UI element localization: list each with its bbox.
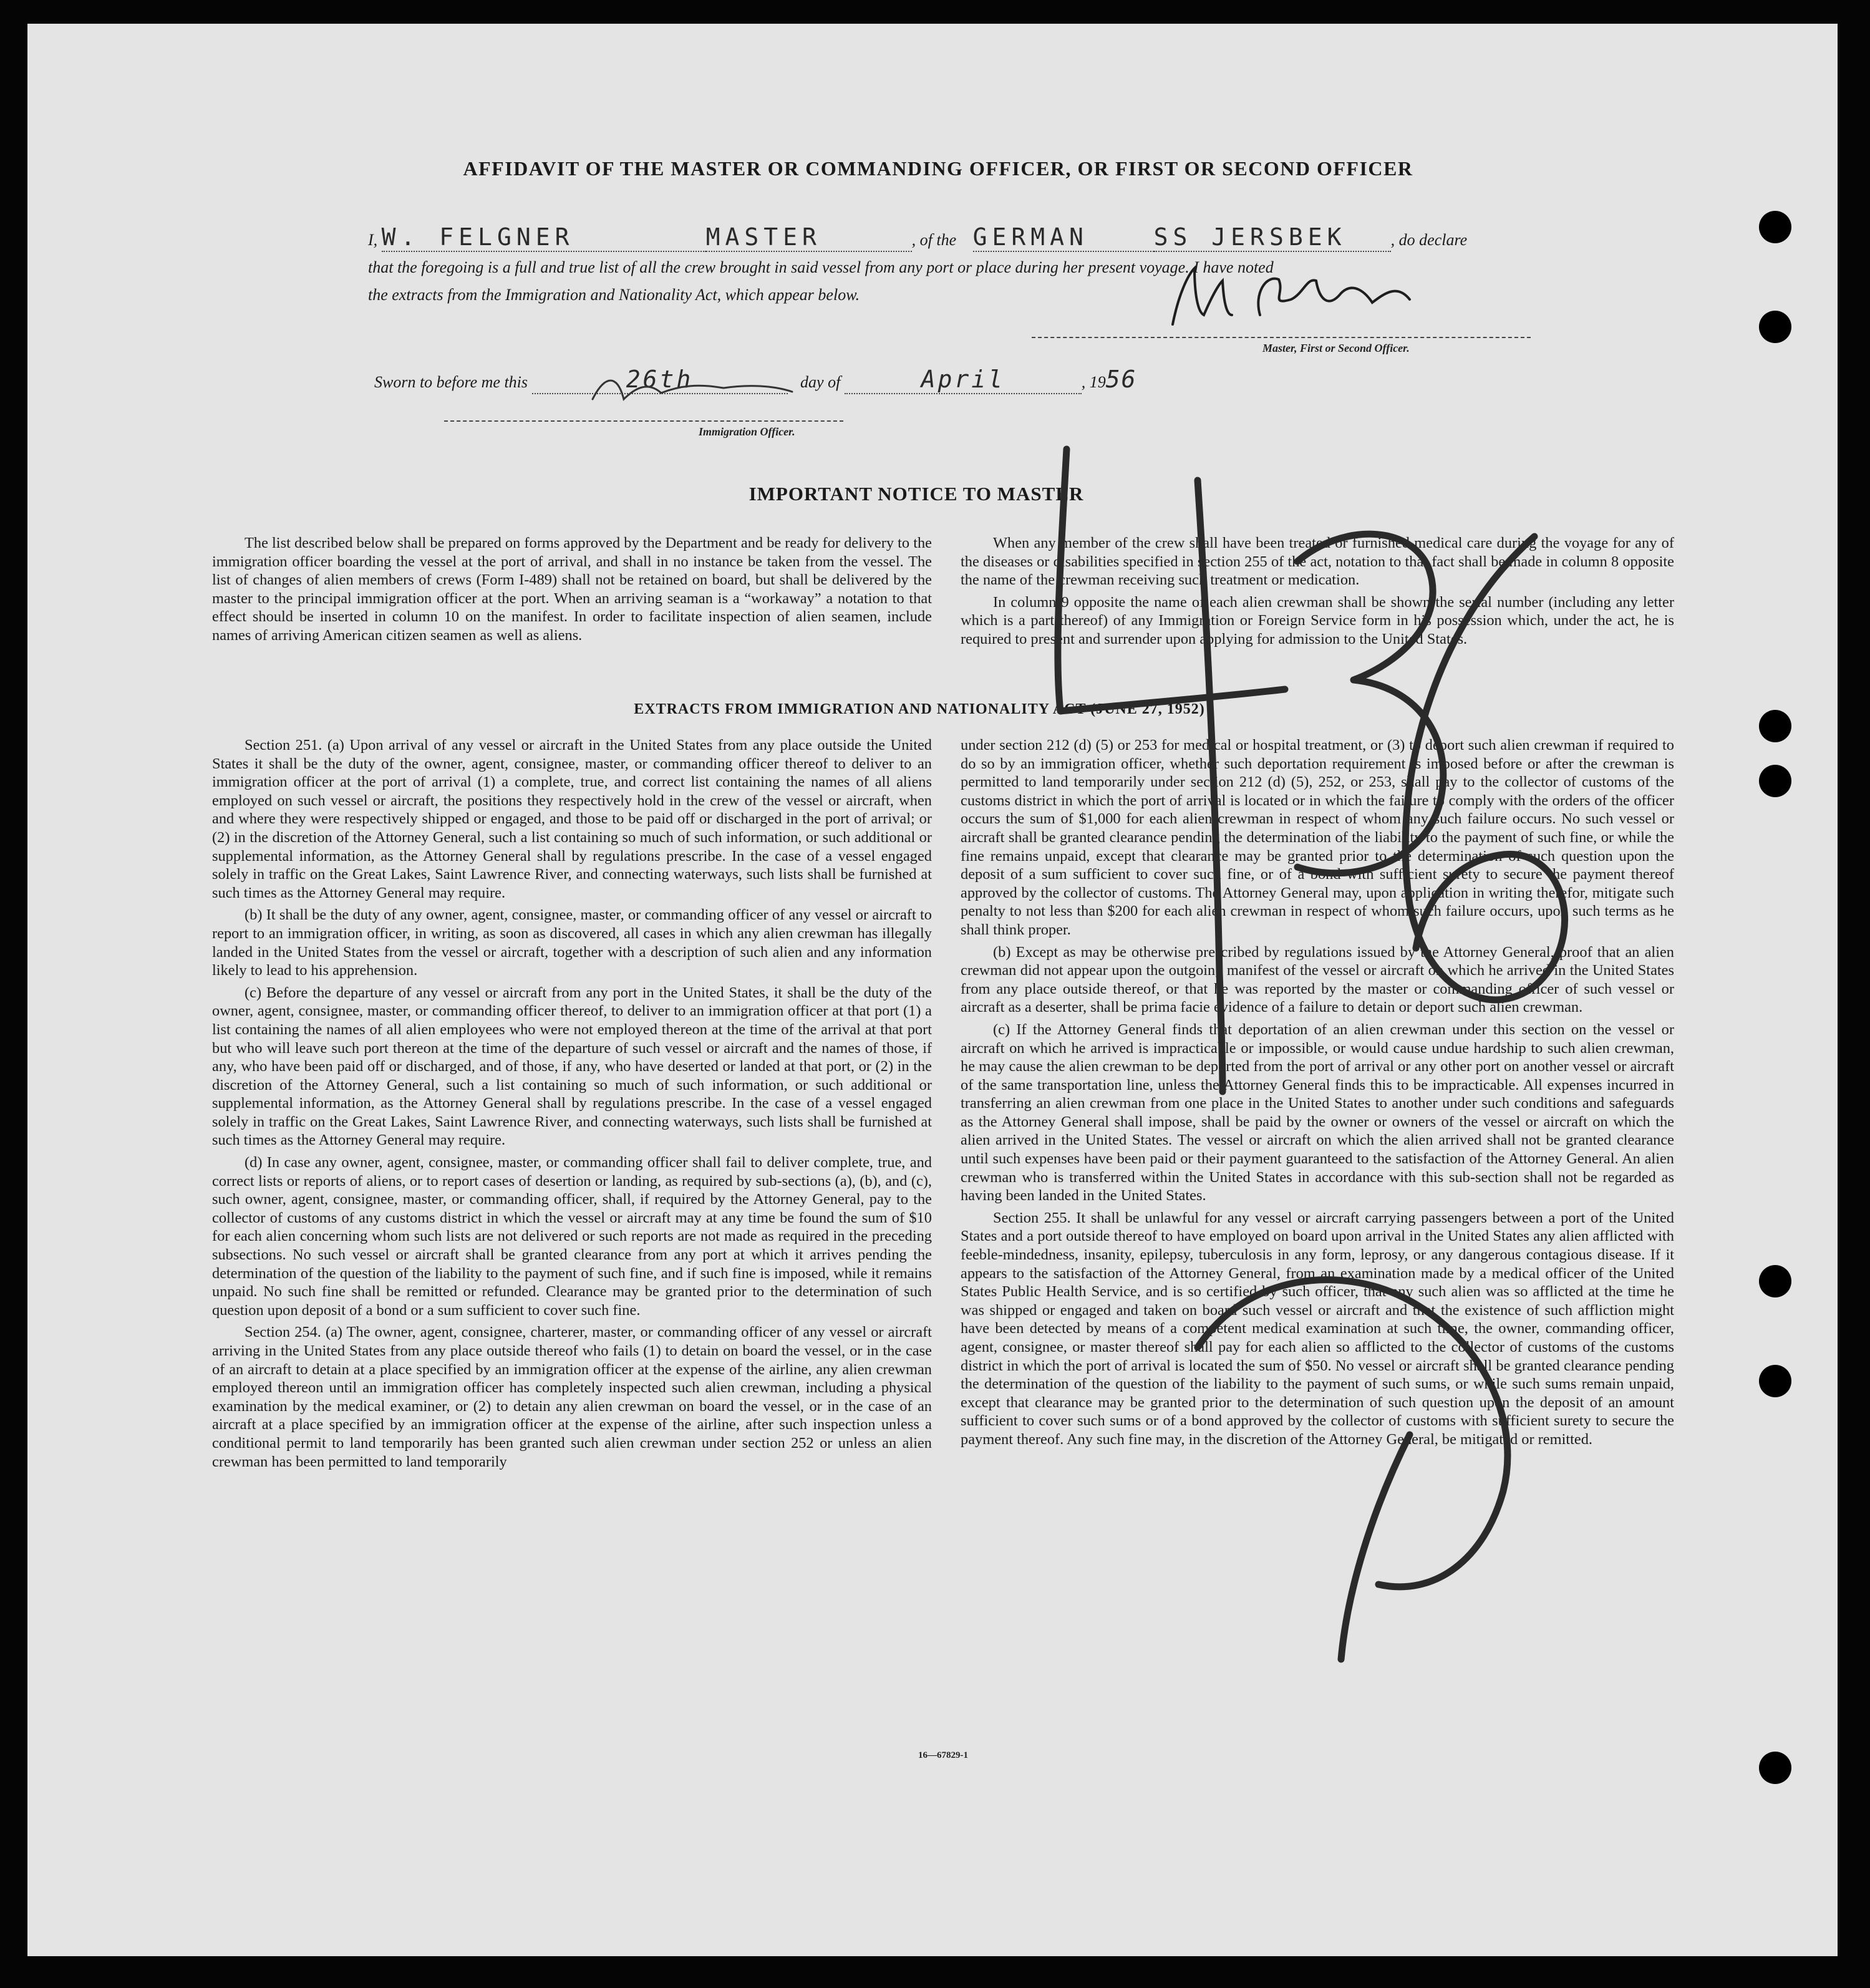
document-page (27, 24, 1838, 1956)
of-the-label: , of the (911, 231, 957, 249)
punch-hole (1759, 1365, 1791, 1397)
day-value: 26th (626, 366, 694, 393)
right-extract-column (961, 736, 1674, 1453)
section-255: Section 255. It shall be unlawful for any vessel or aircraft carrying passengers between a port of the United States and a port outside thereof to have employed on board upon arrival in the United States any alien afflicted with feeble-mindedness, insanity, epilepsy, tuberculosis in any form, leprosy, or any dangerous contagious disease. If it appears to the satisfaction of the Attorney General, from an examination made by a medical officer of the United States Public Health Service, and is so certified by such officer, that any such alien was so afflicted at the time he was shipped or engaged and taken on board such vessel or aircraft and that the existence of such affliction might have been detected by means of a competent medical examination at such time, the owner, commanding officer, agent, consignee, or master thereof shall pay for each alien so afflicted to the collector of customs of the customs district in which the port of arrival is located the sum of $50. No vessel or aircraft shall be granted clearance pending the determination of the question of the liability to the payment of such sums, or while such sums remain unpaid, except that clearance may be granted prior to the determination of such question upon the deposit of an amount sufficient to cover such sums or of a bond approved by the collector of customs with sufficient surety to secure the payment thereof. Any such fine may, in the discretion of the Attorney General, be mitigated or remitted. (961, 1209, 1674, 1448)
extracts-title: EXTRACTS FROM IMMIGRATION AND NATIONALITY ACT (JUNE 27, 1952) (634, 701, 1205, 717)
section-254-c: (c) If the Attorney General finds that deportation of an alien crewman under this section on the vessel or aircraft on which he arrived is impracticable or impossible, or would cause undue hardship to such alien crewman, he may cause the alien crewman to be deported from the port of arrival or any other port on another vessel or aircraft of the same transportation line, unless the Attorney General finds this to be impracticable. All expenses incurred in transferring an alien crewman from one place in the United States to another under such conditions and safeguards as the Attorney General shall impose, shall be paid by the owner or owners of the vessel or aircraft on which the alien arrived in the United States. The vessel or aircraft on which the alien arrived shall not be granted clearance until such expenses have been paid or their payment guaranteed to the satisfaction of the Attorney General. An alien crewman who is transferred within the United States in accordance with this sub-section shall not be regarded as having been landed in the United States. (961, 1021, 1674, 1205)
affidavit-title: AFFIDAVIT OF THE MASTER OR COMMANDING OFFICER, OR FIRST OR SECOND OFFICER (463, 157, 1413, 180)
rank: MASTER (705, 223, 821, 251)
section-251-a: Section 251. (a) Upon arrival of any vessel or aircraft in the United States from any place outside the United States it shall be the duty of the owner, agent, consignee, master, or commanding officer thereof to deliver to an immigration officer at the port of arrival (1) a complete, true, and correct list containing the names of all aliens employed on such vessel or aircraft, the positions they respectively hold in the crew of the vessel or aircraft, when and where they were respectively shipped or engaged, and those to be paid off or discharged in the port of arrival; or (2) in the discretion of the Attorney General, such a list containing so much of such information, or such additional or supplemental information, as the Attorney General shall by regulations prescribe. In the case of a vessel engaged solely in traffic on the Great Lakes, Saint Lawrence River, and connecting waterways, such lists shall be furnished at such times as the Attorney General may require. (212, 737, 932, 901)
signature-label: Master, First or Second Officer. (1262, 342, 1410, 354)
punch-hole (1759, 311, 1791, 343)
sworn-statement (374, 366, 1137, 394)
section-251-b: (b) It shall be the duty of any owner, agent, consignee, master, or commanding officer of any vessel or aircraft to report to an immigration officer, in writing, as soon as discovered, all cases in which any alien crewman has illegally landed in the United States from the vessel or aircraft, together with a description of such alien and any information likely to lead to his apprehension. (212, 906, 932, 979)
vessel-name: SS JERSBEK (1153, 223, 1347, 251)
punch-hole (1759, 211, 1791, 243)
punch-hole (1759, 710, 1791, 742)
declaration (368, 223, 1553, 309)
immigration-officer-line (444, 420, 843, 422)
section-251-d: (d) In case any owner, agent, consignee, master, or commanding officer shall fail to deliver complete, true, and correct lists or reports of aliens, or to report cases of desertion or landing, as required by sub-sections (a), (b), and (c), such owner, agent, consignee, master, or commanding officer, shall, if required by the Attorney General, pay to the collector of customs of any customs district in which the vessel or aircraft may at any time be found the sum of $10 for each alien concerning whom such lists are not delivered or such reports are not made as required in the preceding subsections. No such vessel or aircraft shall be granted clearance from any port at which it arrives pending the determination of the question of the liability to the payment of such fine, and if such fine is imposed, while it remains unpaid. No such fine shall be remitted or refunded. Clearance may be granted prior to the determination of such question upon deposit of a bond or a sum sufficient to cover such fine. (212, 1154, 932, 1319)
year-suffix: 56 (1105, 366, 1137, 393)
notice-left-column (212, 534, 932, 649)
month-field (845, 366, 1082, 394)
notice-right-paragraph-2: In column 9 opposite the name of each alien crewman shall be shown the serial number (including any letter which is a part thereof) of any Immigration or Foreign Service form in his possession which, under the act, he is required to present and surrender upon applying for admission to the United States. (961, 593, 1674, 647)
nationality-field (973, 223, 1154, 252)
immigration-officer-label: Immigration Officer. (699, 425, 795, 438)
declaration-line-3: the extracts from the Immigration and Nationality Act, which appear below. (368, 286, 860, 304)
pronoun: I, (368, 231, 378, 249)
notice-right-column (961, 534, 1674, 652)
day-field (532, 366, 788, 394)
vessel-field (1154, 223, 1391, 252)
nationality: GERMAN (972, 223, 1088, 251)
declaration-line-1 (368, 223, 1553, 254)
left-extract-column (212, 736, 932, 1475)
do-declare-label: , do declare (1390, 231, 1468, 249)
notice-title: IMPORTANT NOTICE TO MASTER (748, 483, 1084, 505)
section-254-b: (b) Except as may be otherwise prescribed by regulations issued by the Attorney General, proof that an alien crewman did not appear upon the outgoing manifest of the vessel or aircraft on which he arrived in the United States from any place outside thereof, or that he was reported by the master or commanding officer of such vessel or aircraft as a deserter, shall be prima facie evidence of a failure to detain or deport such alien crewman. (961, 943, 1674, 1016)
master-name: W. FELGNER (381, 223, 574, 251)
master-name-field (382, 223, 706, 252)
notice-right-paragraph-1: When any member of the crew shall have been treated or furnished medical care during the voyage for any of the diseases or disabilities specified in section 255 of the act, notation to that fact shall be made in column 8 opposite the name of the crewman receiving such treatment or medication. (961, 535, 1674, 589)
notice-left-paragraph: The list described below shall be prepared on forms approved by the Department and be ready for delivery to the immigration officer boarding the vessel at the port of arrival, and shall in no instance be taken from the vessel. The list of changes of alien members of crews (Form I-489) shall not be retained on board, but shall be delivered by the master to the principal immigration officer at the port. When an arriving seaman is a “workaway” a notation to that effect should be inserted in column 10 on the manifest. In order to facilitate inspection of alien seamen, include names of arriving American citizen seamen as well as aliens. (212, 535, 932, 644)
sworn-prefix: Sworn to before me this (374, 373, 528, 391)
section-254-a: Section 254. (a) The owner, agent, consignee, charterer, master, or commanding officer of any vessel or aircraft arriving in the United States from any place outside thereof who fails (1) to detain on board the vessel, or in the case of an aircraft to detain at a place specified by an immigration officer at the expense of the airline, any alien crewman employed thereon until an immigration officer has completely inspected such alien crewman, including a physical examination by the medical examiner, or (2) to detain any alien crewman on board the vessel, or in the case of an aircraft at a place specified by an immigration officer at the expense of the airline, after such inspection unless a conditional permit to land temporarily has been granted such alien crewman under section 252 or unless an alien crewman has been permitted to land temporarily (212, 1324, 932, 1470)
day-of-label: day of (800, 373, 841, 391)
section-254-a-continued: under section 212 (d) (5) or 253 for medical or hospital treatment, or (3) to deport such alien crewman if required to do so by an immigration officer, whether such deportation requirement is imposed before or after the crewman is permitted to land temporarily under section 212 (d) (5), 252, or 253, shall pay to the collector of customs of the customs district in which the port of arrival is located or in which the failure to comply with the orders of the officer occurs the sum of $1,000 for each alien crewman in respect of whom any such failure occurs. No such vessel or aircraft shall be granted clearance pending the determination of the liability to the payment of such fine, or while the fine remains unpaid, except that clearance may be granted prior to the determination of such question upon the deposit of a sum sufficient to cover such fine, or of a bond with sufficient surety to secure the payment thereof approved by the collector of customs. The Attorney General may, upon application in writing therefor, mitigate such penalty to not less than $200 for each alien crewman in respect of whom such failure occurs, upon such terms as he shall think proper. (961, 737, 1674, 938)
signature-line (1032, 337, 1531, 338)
year-prefix: , 19 (1081, 373, 1106, 391)
punch-hole (1759, 1265, 1791, 1297)
punch-hole (1759, 1752, 1791, 1784)
section-251-c: (c) Before the departure of any vessel or aircraft from any port in the United States, it shall be the duty of the owner, agent, consignee, master, or commanding officer thereof, to deliver to an immigration officer at that port (1) a list containing the names of all alien employees who were not employed thereon at the time of the arrival at that port but who will leave such port thereon at the time of the departure of such vessel or aircraft and the names of those, if any, who have been paid off or discharged, and of those, if any, who have deserted or landed at that port, or (2) in the discretion of the Attorney General, such a list containing so much of such information, or such additional or supplemental information, as the Attorney General shall by regulations prescribe. In the case of a vessel engaged solely in traffic on the Great Lakes, Saint Lawrence River, and connecting waterways, such lists shall be furnished at such times as the Attorney General may require. (212, 984, 932, 1149)
rank-field (706, 223, 912, 252)
punch-hole (1759, 765, 1791, 797)
declaration-line-2: that the foregoing is a full and true list of all the crew brought in said vessel from any port or place during her present voyage. I have noted (368, 258, 1274, 276)
form-code: 16—67829-1 (918, 1750, 968, 1760)
month-value: April (921, 366, 1005, 393)
